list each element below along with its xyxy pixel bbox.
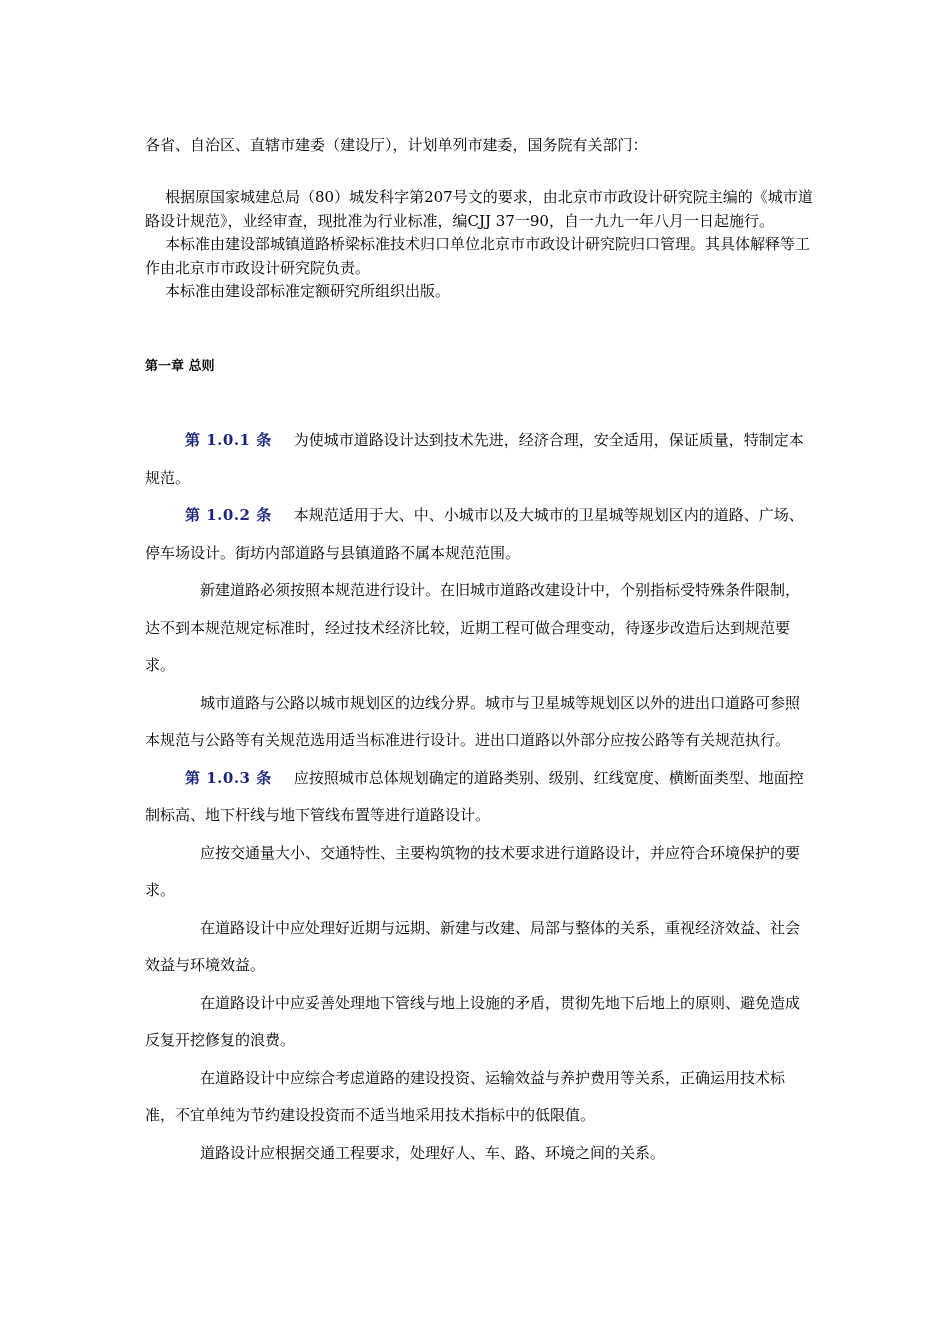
article-paragraph: 在道路设计中应处理好近期与远期、新建与改建、局部与整体的关系，重视经济效益、社会效益与环境效益。 <box>145 918 801 974</box>
article-text: 为使城市道路设计达到技术先进，经济合理，安全适用，保证质量，特制定本规范。 <box>145 431 804 487</box>
intro-paragraph: 本标准由建设部标准定额研究所组织出版。 <box>165 282 451 300</box>
salutation: 各省、自治区、直辖市建委（建设厅），计划单列市建委，国务院有关部门： <box>145 136 648 154</box>
article-1-0-1 <box>145 422 813 497</box>
article-1-0-2 <box>145 497 813 572</box>
article-paragraph: 新建道路必须按照本规范进行设计。在旧城市道路改建设计中，个别指标受特殊条件限制，达不到本规范规定标准时，经过技术经济比较，近期工程可做合理变动，待逐步改造后达到规范要求。 <box>145 581 801 674</box>
intro-paragraph: 根据原国家城建总局（80）城发科字第207号文的要求，由北京市市政设计研究院主编的《城市道路设计规范》，业经审查，现批准为行业标准，编CJJ 37一90，自一九九一年八月一日起施行。 <box>145 188 813 230</box>
article-number: 第 1.0.3 条 <box>185 768 272 787</box>
article-number: 第 1.0.1 条 <box>185 431 272 449</box>
intro-paragraph: 本标准由建设部城镇道路桥梁标准技术归口单位北京市市政设计研究院归口管理。其具体解释等工作由北京市市政设计研究院负责。 <box>145 235 811 277</box>
chapter-title: 第一章 总则 <box>145 359 215 374</box>
article-1-0-3 <box>145 760 813 835</box>
article-paragraph: 道路设计应根据交通工程要求，处理好人、车、路、环境之间的关系。 <box>200 1143 666 1162</box>
article-text: 本规范适用于大、中、小城市以及大城市的卫星城等规划区内的道路、广场、停车场设计。街坊内部道路与县镇道路不属本规范范围。 <box>145 506 804 562</box>
article-text: 应按照城市总体规划确定的道路类别、级别、红线宽度、横断面类型、地面控制标高、地下杆线与地下管线布置等进行道路设计。 <box>145 768 804 824</box>
intro-section <box>145 186 813 304</box>
article-paragraph: 在道路设计中应妥善处理地下管线与地上设施的矛盾，贯彻先地下后地上的原则、避免造成反复开挖修复的浪费。 <box>145 993 801 1049</box>
article-paragraph: 城市道路与公路以城市规划区的边线分界。城市与卫星城等规划区以外的进出口道路可参照本规范与公路等有关规范选用适当标准进行设计。进出口道路以外部分应按公路等有关规范执行。 <box>145 693 801 749</box>
article-number: 第 1.0.2 条 <box>185 506 272 524</box>
chapter-body <box>145 422 813 1172</box>
article-paragraph: 在道路设计中应综合考虑道路的建设投资、运输效益与养护费用等关系，正确运用技术标准，不宜单纯为节约建设投资而不适当地采用技术指标中的低限值。 <box>145 1068 786 1124</box>
article-paragraph: 应按交通量大小、交通特性、主要构筑物的技术要求进行道路设计，并应符合环境保护的要求。 <box>145 843 801 899</box>
